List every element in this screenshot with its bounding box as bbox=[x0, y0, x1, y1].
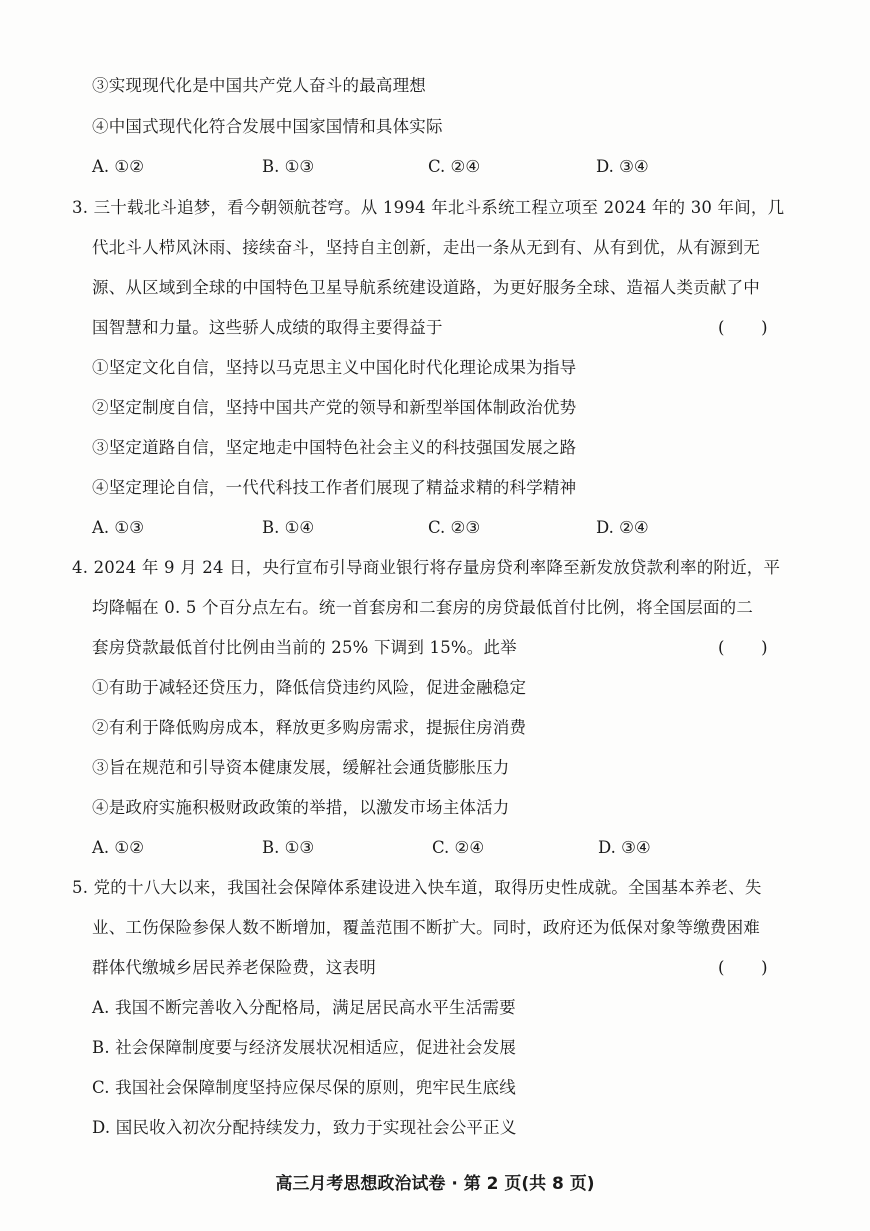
q4-stem-line-1: 4. 2024 年 9 月 24 日，央行宣布引导商业银行将存量房贷利率降至新发放贷款利率的附近，平 bbox=[72, 558, 781, 577]
q5-answer-blank: ( ) bbox=[718, 958, 768, 977]
q3-option-b: B. ①④ bbox=[262, 518, 315, 537]
q5-choice-a: A. 我国不断完善收入分配格局，满足居民高水平生活需要 bbox=[92, 998, 516, 1017]
q3-statement-1: ①坚定文化自信，坚持以马克思主义中国化时代化理论成果为指导 bbox=[92, 358, 577, 377]
q2-option-c: C. ②④ bbox=[428, 157, 481, 176]
q4-option-b: B. ①③ bbox=[262, 838, 315, 857]
q3-stem-line-4: 国智慧和力量。这些骄人成绩的取得主要得益于 bbox=[92, 318, 443, 337]
q2-option-a: A. ①② bbox=[92, 157, 144, 176]
q5-choice-c: C. 我国社会保障制度坚持应保尽保的原则，兜牢民生底线 bbox=[92, 1078, 516, 1097]
q3-statement-3: ③坚定道路自信，坚定地走中国特色社会主义的科技强国发展之路 bbox=[92, 438, 577, 457]
q4-statement-1: ①有助于减轻还贷压力，降低信贷违约风险，促进金融稳定 bbox=[92, 678, 527, 697]
q4-statement-4: ④是政府实施积极财政政策的举措，以激发市场主体活力 bbox=[92, 798, 510, 817]
q3-option-d: D. ②④ bbox=[596, 518, 649, 537]
q5-stem-line-3: 群体代缴城乡居民养老保险费，这表明 bbox=[92, 958, 376, 977]
q4-option-a: A. ①② bbox=[92, 838, 144, 857]
q4-option-c: C. ②④ bbox=[432, 838, 485, 857]
q4-answer-blank: ( ) bbox=[718, 638, 768, 657]
q3-option-c: C. ②③ bbox=[428, 518, 481, 537]
q4-statement-3: ③旨在规范和引导资本健康发展，缓解社会通货膨胀压力 bbox=[92, 758, 510, 777]
q5-choice-d: D. 国民收入初次分配持续发力，致力于实现社会公平正义 bbox=[92, 1118, 517, 1137]
q5-choice-b: B. 社会保障制度要与经济发展状况相适应，促进社会发展 bbox=[92, 1038, 517, 1057]
q3-option-a: A. ①③ bbox=[92, 518, 144, 537]
q4-stem-line-2: 均降幅在 0. 5 个百分点左右。统一首套房和二套房的房贷最低首付比例，将全国层面的二 bbox=[92, 598, 754, 617]
q5-stem-line-1: 5. 党的十八大以来，我国社会保障体系建设进入快车道，取得历史性成就。全国基本养老、失 bbox=[72, 878, 762, 897]
q3-stem-line-1: 3. 三十载北斗追梦，看今朝领航苍穹。从 1994 年北斗系统工程立项至 2024 年的 30 年间，几 bbox=[72, 198, 785, 217]
q5-stem-line-2: 业、工伤保险参保人数不断增加，覆盖范围不断扩大。同时，政府还为低保对象等缴费困难 bbox=[92, 918, 760, 937]
page-footer: 高三月考思想政治试卷 · 第 2 页(共 8 页) bbox=[275, 1174, 595, 1194]
q2-option-d: D. ③④ bbox=[596, 157, 649, 176]
q2-statement-4: ④中国式现代化符合发展中国家国情和具体实际 bbox=[92, 117, 443, 136]
q4-option-d: D. ③④ bbox=[598, 838, 651, 857]
q4-stem-line-3: 套房贷款最低首付比例由当前的 25% 下调到 15%。此举 bbox=[92, 638, 517, 657]
q2-option-b: B. ①③ bbox=[262, 157, 315, 176]
q3-answer-blank: ( ) bbox=[718, 318, 768, 337]
q3-statement-2: ②坚定制度自信，坚持中国共产党的领导和新型举国体制政治优势 bbox=[92, 398, 577, 417]
q3-stem-line-2: 代北斗人栉风沐雨、接续奋斗，坚持自主创新，走出一条从无到有、从有到优，从有源到无 bbox=[92, 238, 760, 257]
q2-statement-3: ③实现现代化是中国共产党人奋斗的最高理想 bbox=[92, 76, 426, 95]
q3-statement-4: ④坚定理论自信，一代代科技工作者们展现了精益求精的科学精神 bbox=[92, 478, 577, 497]
q4-statement-2: ②有利于降低购房成本，释放更多购房需求，提振住房消费 bbox=[92, 718, 527, 737]
q3-stem-line-3: 源、从区域到全球的中国特色卫星导航系统建设道路，为更好服务全球、造福人类贡献了中 bbox=[92, 278, 760, 297]
